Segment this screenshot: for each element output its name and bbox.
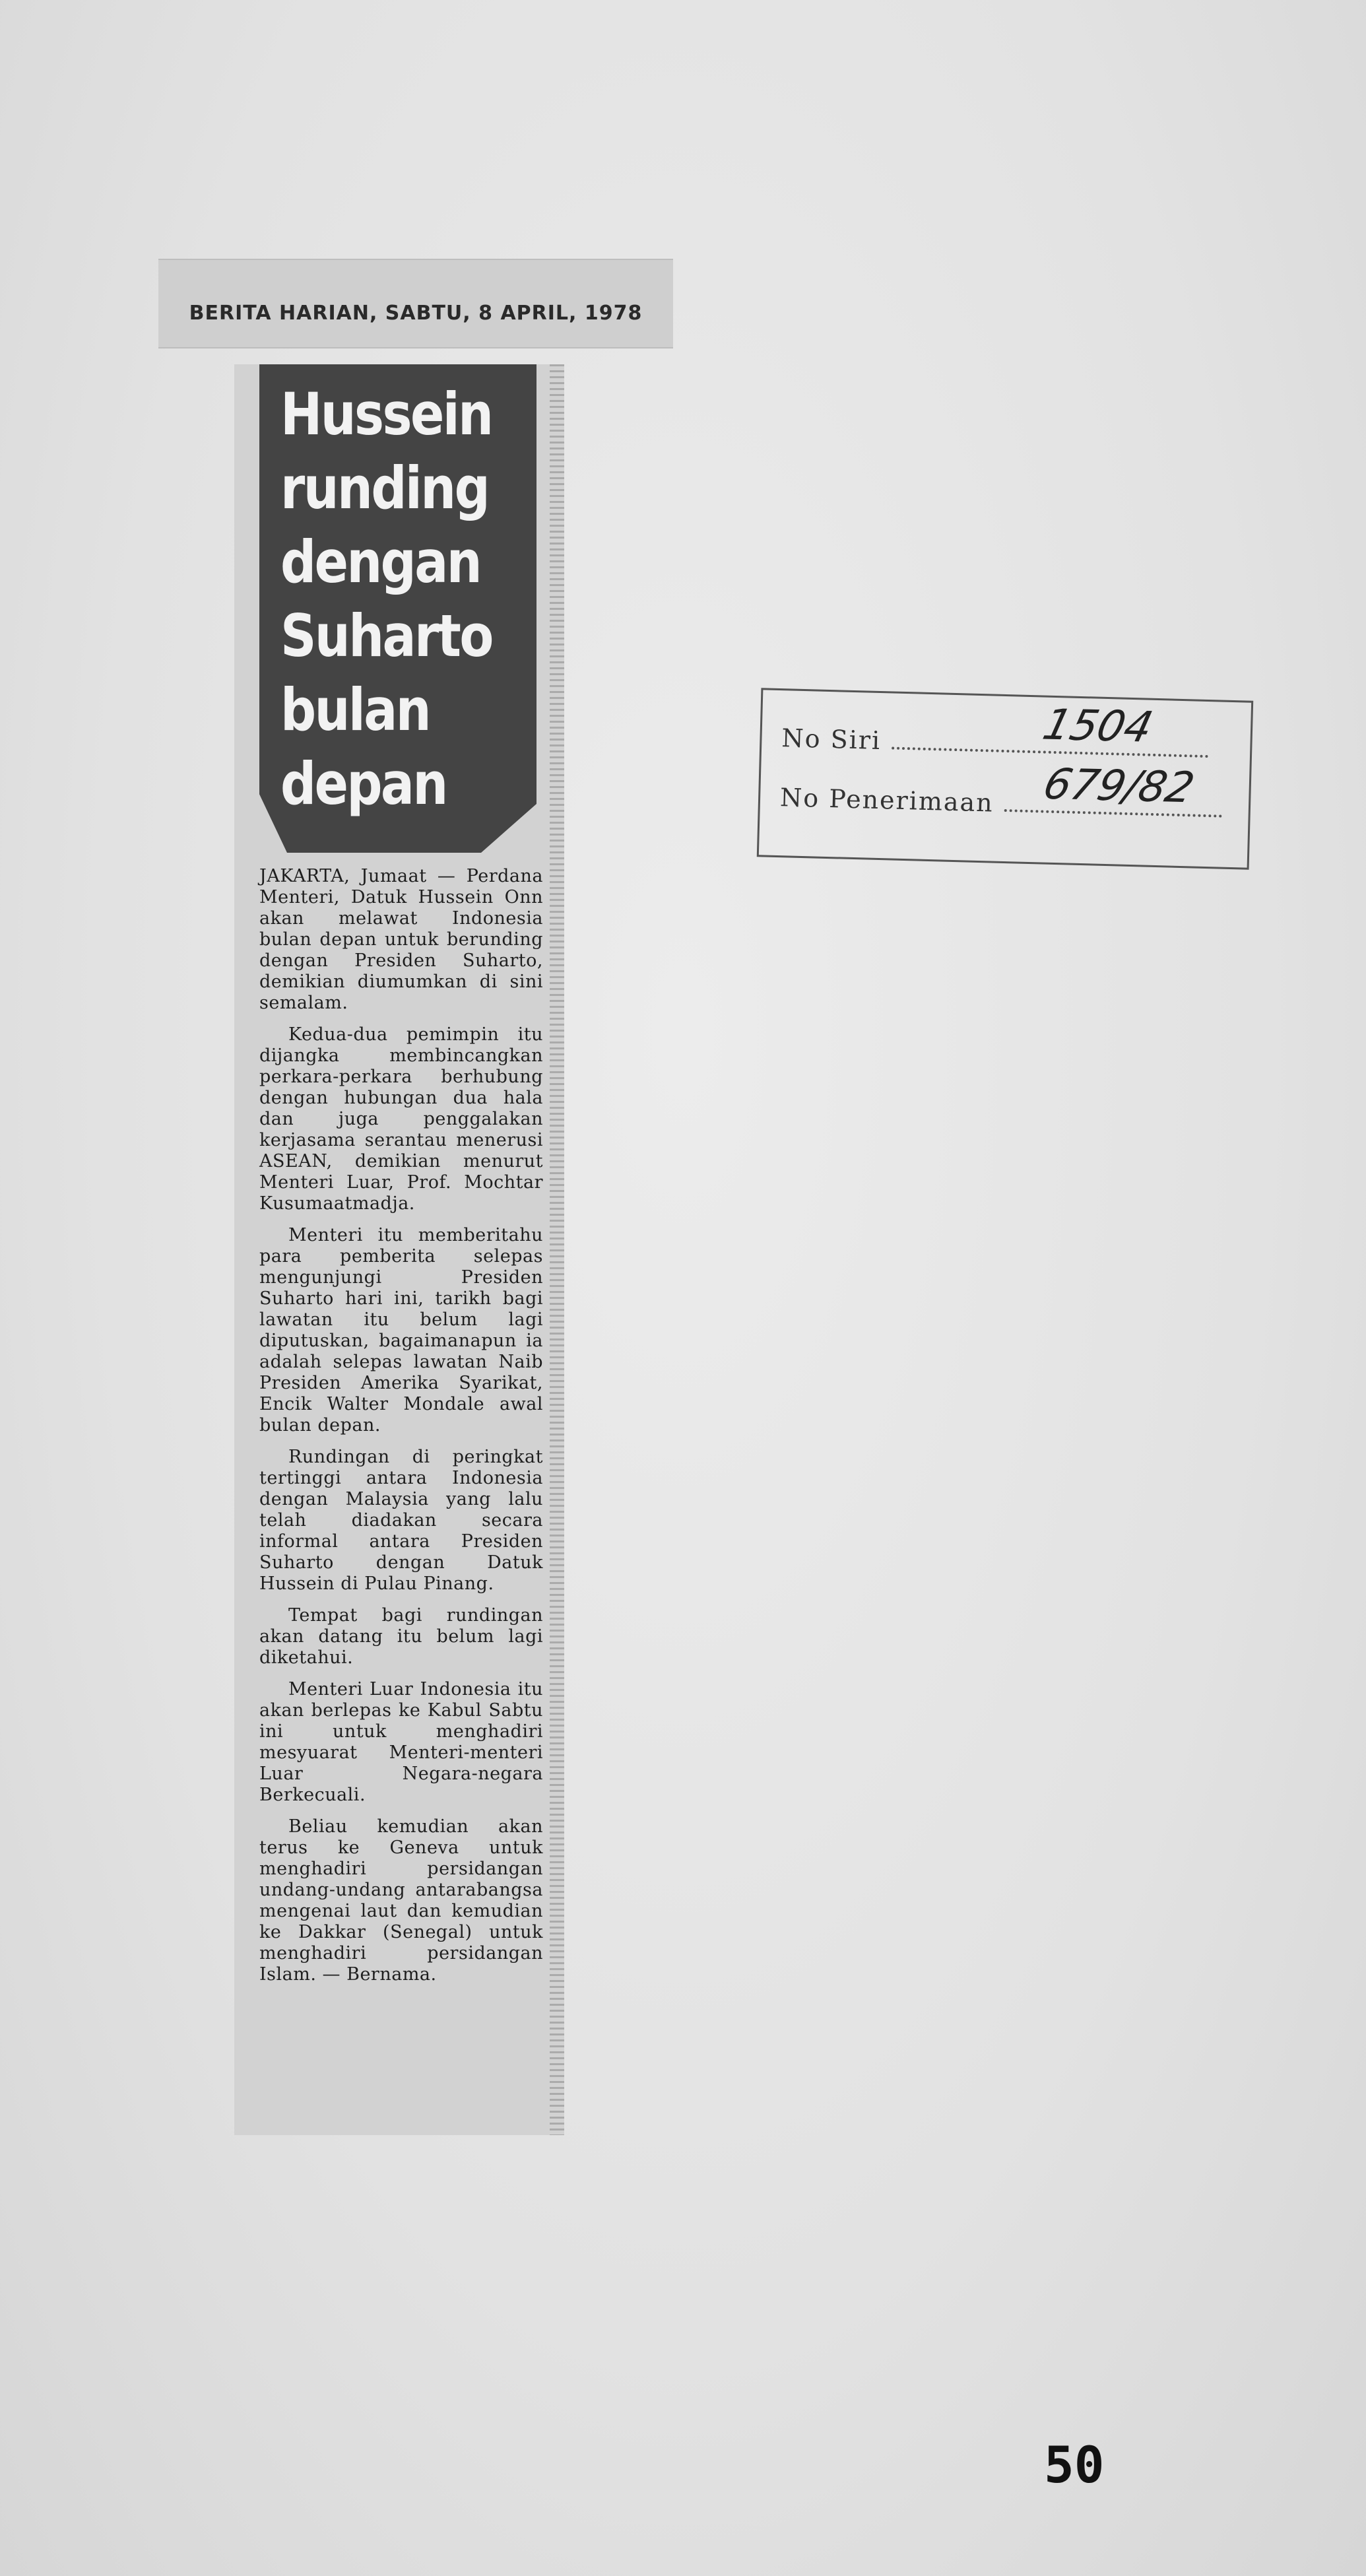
serial-value: 1504 xyxy=(1038,700,1157,752)
headline xyxy=(280,378,496,821)
article-paragraph: Menteri itu memberitahu para pemberita selepas mengunjungi Presiden Suharto hari ini, tarikh bagi lawatan itu belum lagi diputuskan, bagaimanapun ia adalah selepas lawatan Naib Presiden Amerika Syarikat, Encik Walter Mondale awal bulan depan. xyxy=(259,1225,543,1436)
serial-row xyxy=(781,700,1209,764)
article-paragraph: Kedua-dua pemimpin itu dijangka membincangkan perkara-perkara berhubung dengan hubungan dua hala dan juga penggalakan kerjasama serantau menerusi ASEAN, demikian menurut Menteri Luar, Prof. Mochtar Kusumaatmadja. xyxy=(259,1024,543,1214)
headline-line: bulan xyxy=(280,676,430,744)
article-paragraph: Beliau kemudian akan terus ke Geneva untuk menghadiri persidangan undang-undang antarabangsa mengenai laut dan kemudian ke Dakkar (Senegal) untuk menghadiri persidangan Islam. — Bernama. xyxy=(259,1816,543,1985)
archive-stamp xyxy=(757,688,1253,869)
article-paragraph: Tempat bagi rundingan akan datang itu belum lagi diketahui. xyxy=(259,1605,543,1668)
torn-edge xyxy=(550,364,564,2135)
article-body xyxy=(259,866,543,1996)
receipt-value: 679/82 xyxy=(1038,760,1199,813)
page-number: 50 xyxy=(1044,2435,1105,2494)
receipt-row xyxy=(779,760,1223,824)
headline-line: dengan xyxy=(280,528,481,596)
headline-line: Suharto xyxy=(280,602,492,670)
serial-field xyxy=(892,700,1208,758)
masthead-text: BERITA HARIAN, SABTU, 8 APRIL, 1978 xyxy=(189,301,643,325)
headline-line: depan xyxy=(280,750,447,818)
newspaper-masthead xyxy=(158,259,673,348)
article-paragraph: Rundingan di peringkat tertinggi antara Indonesia dengan Malaysia yang lalu telah diadakan secara informal antara Presiden Suharto dengan Datuk Hussein di Pulau Pinang. xyxy=(259,1447,543,1594)
headline-line: Hussein xyxy=(280,380,492,448)
news-clipping xyxy=(234,364,564,2135)
receipt-field xyxy=(1004,760,1221,818)
article-paragraph: Menteri Luar Indonesia itu akan berlepas ke Kabul Sabtu ini untuk menghadiri mesyuarat Menteri-menteri Luar Negara-negara Berkecuali. xyxy=(259,1679,543,1805)
receipt-label: No Penerimaan xyxy=(779,783,994,818)
article-paragraph: JAKARTA, Jumaat — Perdana Menteri, Datuk Hussein Onn akan melawat Indonesia bulan depan untuk berunding dengan Presiden Suharto, demikian diumumkan di sini semalam. xyxy=(259,866,543,1013)
headline-line: runding xyxy=(280,454,489,522)
serial-label: No Siri xyxy=(781,723,882,756)
